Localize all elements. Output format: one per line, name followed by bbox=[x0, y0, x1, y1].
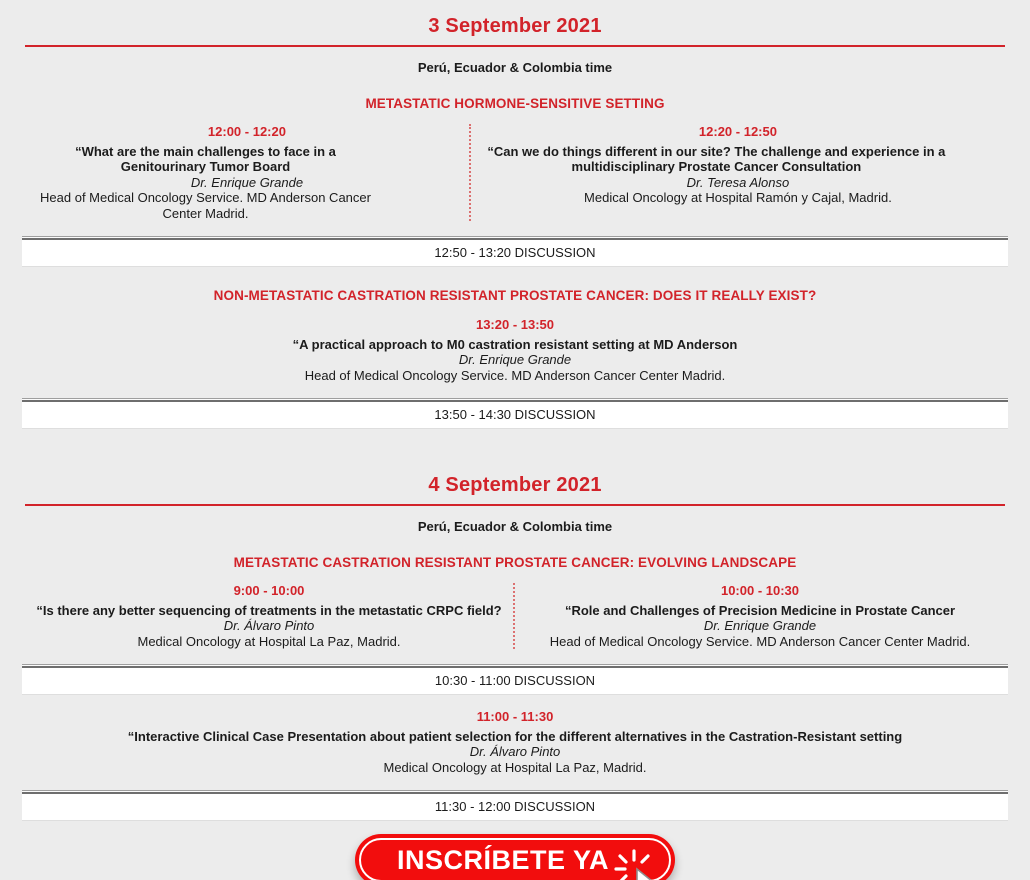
talk-time: 13:20 - 13:50 bbox=[475, 317, 555, 332]
talk-time: 12:00 - 12:20 bbox=[207, 124, 286, 139]
talk-speaker: Dr. Enrique Grande bbox=[190, 174, 304, 190]
cursor-click-icon bbox=[613, 848, 671, 880]
talk-block bbox=[25, 317, 1005, 383]
talk-row bbox=[25, 124, 1005, 221]
talk-time: 12:20 - 12:50 bbox=[698, 124, 777, 139]
cta-area bbox=[0, 834, 1030, 880]
register-button-label: INSCRÍBETE YA bbox=[396, 844, 610, 875]
day-1-title: 3 September 2021 bbox=[428, 15, 602, 37]
talk-affiliation: Medical Oncology at Hospital La Paz, Madrid. bbox=[383, 759, 647, 775]
discussion-bar: 10:30 - 11:00 DISCUSSION bbox=[22, 666, 1008, 695]
talk-time: 11:00 - 11:30 bbox=[476, 709, 554, 724]
talk-speaker: Dr. Enrique Grande bbox=[703, 618, 817, 633]
talk-affiliation: Head of Medical Oncology Service. MD Anderson Cancer Center Madrid. bbox=[304, 367, 726, 383]
talk-speaker: Dr. Enrique Grande bbox=[458, 352, 572, 367]
section-heading-mcrpc: METASTATIC CASTRATION RESISTANT PROSTATE CANCER: EVOLVING LANDSCAPE bbox=[233, 555, 797, 570]
talk-title: “Role and Challenges of Precision Medicine in Prostate Cancer bbox=[564, 602, 956, 618]
section-heading-mhss: METASTATIC HORMONE-SENSITIVE SETTING bbox=[365, 96, 665, 111]
talk-speaker: Dr. Álvaro Pinto bbox=[469, 744, 561, 759]
talk-speaker: Dr. Teresa Alonso bbox=[686, 174, 790, 190]
day-1-section bbox=[0, 15, 1030, 429]
red-divider bbox=[25, 504, 1005, 506]
talk-affiliation: Medical Oncology at Hospital La Paz, Madrid. bbox=[137, 633, 401, 649]
talk-affiliation: Medical Oncology at Hospital Ramón y Cajal, Madrid. bbox=[584, 190, 892, 205]
talk-time: 9:00 - 10:00 bbox=[233, 583, 305, 598]
register-button[interactable] bbox=[355, 834, 675, 880]
talk-title: “Interactive Clinical Case Presentation about patient selection for the different alternatives in the Castration-Resistant setting bbox=[127, 728, 903, 744]
talk-block bbox=[515, 583, 1005, 649]
talk-block bbox=[25, 583, 515, 649]
talk-time: 10:00 - 10:30 bbox=[720, 583, 800, 598]
day-2-section bbox=[0, 474, 1030, 821]
timezone-note: Perú, Ecuador & Colombia time bbox=[417, 519, 613, 534]
talk-affiliation: Head of Medical Oncology Service. MD Anderson Cancer Center Madrid. bbox=[549, 633, 971, 649]
talk-block bbox=[25, 709, 1005, 775]
discussion-bar: 11:30 - 12:00 DISCUSSION bbox=[22, 792, 1008, 821]
talk-title: “A practical approach to M0 castration resistant setting at MD Anderson bbox=[292, 336, 738, 352]
talk-title: “Can we do things different in our site? The challenge and experience in a multidisciplinary Prostate Cancer Consultation bbox=[487, 143, 946, 174]
discussion-bar: 12:50 - 13:20 DISCUSSION bbox=[22, 238, 1008, 267]
talk-title: “What are the main challenges to face in a Genitourinary Tumor Board bbox=[75, 143, 336, 174]
timezone-note: Perú, Ecuador & Colombia time bbox=[417, 60, 613, 75]
talk-affiliation: Head of Medical Oncology Service. MD Anderson Cancer Center Madrid. bbox=[40, 190, 371, 221]
section-heading-nmcrpc: NON-METASTATIC CASTRATION RESISTANT PROSTATE CANCER: DOES IT REALLY EXIST? bbox=[213, 288, 817, 303]
red-divider bbox=[25, 45, 1005, 47]
talk-block bbox=[471, 124, 1005, 221]
talk-title: “Is there any better sequencing of treatments in the metastatic CRPC field? bbox=[36, 602, 502, 618]
talk-speaker: Dr. Álvaro Pinto bbox=[223, 618, 315, 633]
discussion-bar: 13:50 - 14:30 DISCUSSION bbox=[22, 400, 1008, 429]
day-separator-gap bbox=[0, 429, 1030, 474]
day-2-title: 4 September 2021 bbox=[428, 474, 602, 496]
talk-row bbox=[25, 583, 1005, 649]
talk-block bbox=[25, 124, 471, 221]
